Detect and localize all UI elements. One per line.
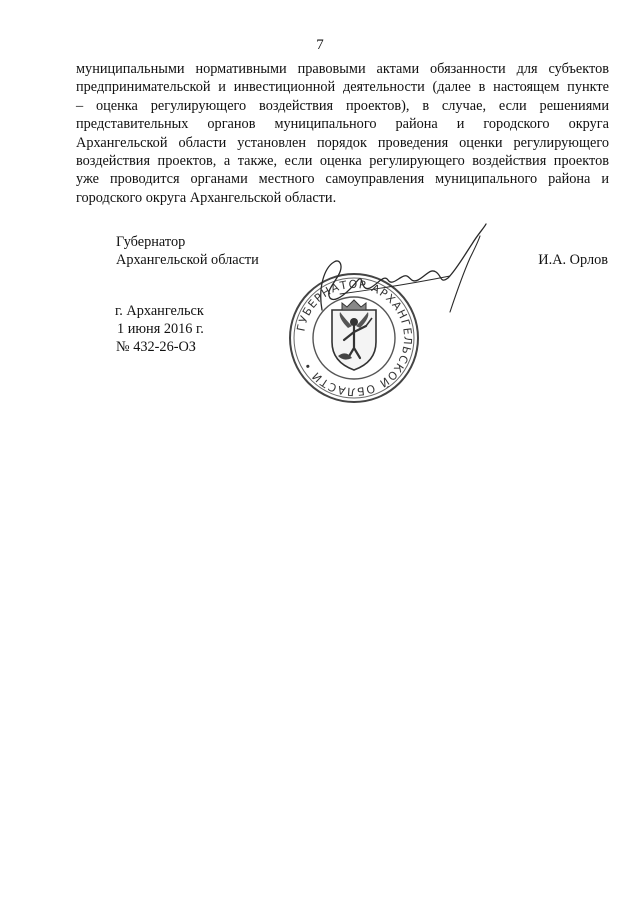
- body-paragraph: [76, 60, 609, 207]
- body-line: предпринимательской и инвестиционной деятельности (далее в настоящем пункте: [76, 79, 609, 96]
- body-line: представительных органов муниципального района и городского округа: [76, 116, 609, 133]
- body-line: муниципальными нормативными правовыми актами обязанности для субъектов: [76, 61, 609, 77]
- place-city: г. Архангельск: [115, 303, 204, 319]
- place-date-block: [115, 302, 204, 357]
- page-number: 7: [316, 37, 324, 53]
- body-line: Архангельской области установлен порядок проведения оценки регулирующего: [76, 134, 609, 151]
- signatory-title-line: Губернатор: [116, 234, 186, 250]
- body-line: уже проводится органами местного самоуправления муниципального района и: [76, 171, 609, 188]
- signatory-title: [116, 233, 259, 270]
- handwritten-signature-icon: [300, 218, 500, 318]
- law-date: 1 июня 2016 г.: [117, 321, 204, 338]
- seal-ring-text: ГУБЕРНАТОР АРХАНГЕЛЬСКОЙ ОБЛАСТИ •: [294, 277, 415, 399]
- signatory-title-line: Архангельской области: [116, 252, 259, 269]
- law-number: № 432-26-ОЗ: [116, 339, 196, 356]
- signatory-name: И.А. Орлов: [538, 252, 608, 268]
- body-line: городского округа Архангельской области.: [76, 189, 337, 206]
- body-line: – оценка регулирующего воздействия проектов), в случае, если решениями: [76, 97, 609, 114]
- body-line: воздействия проектов, а также, если оценка регулирующего воздействия проектов: [76, 153, 609, 170]
